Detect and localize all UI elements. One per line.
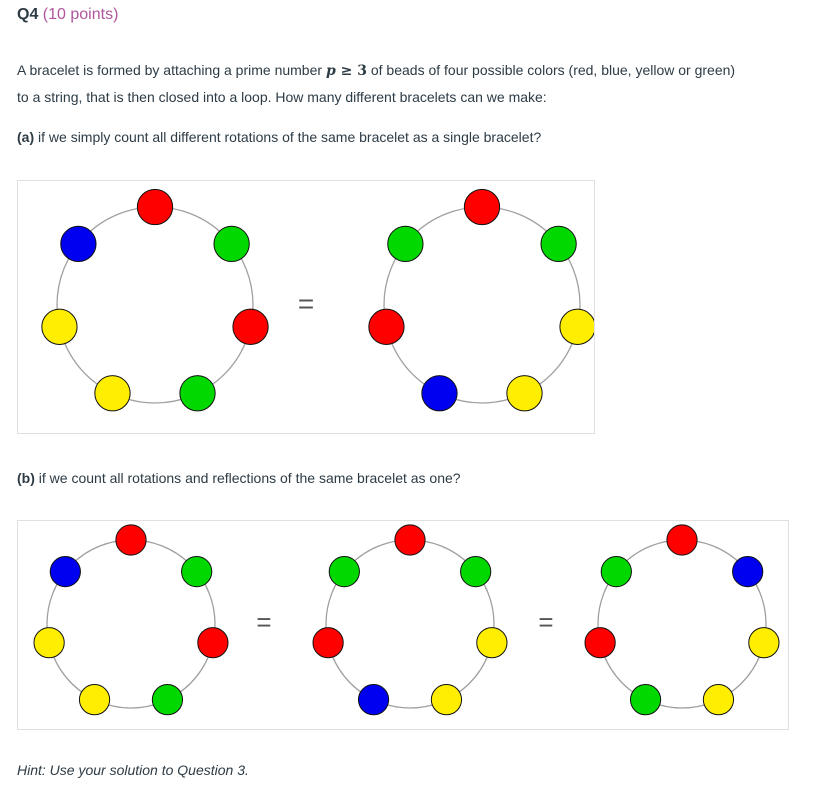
intro-text-2: of beads of four possible colors (red, blue, yellow or green) [366, 62, 736, 78]
yellow-bead [749, 628, 779, 658]
math-variable: p [325, 63, 336, 79]
math-expression [326, 63, 367, 79]
bracelet-b2 [313, 525, 507, 715]
question-points: (10 points) [42, 6, 119, 23]
bracelet-b3 [585, 525, 779, 715]
part-a-text: if we simply count all different rotations of the same bracelet as a single bracelet? [34, 129, 542, 145]
bracelet-a1 [42, 189, 268, 411]
red-bead [137, 189, 172, 224]
yellow-bead [703, 685, 733, 715]
green-bead [541, 226, 576, 261]
blue-bead [50, 557, 80, 587]
green-bead [182, 557, 212, 587]
yellow-bead [95, 376, 130, 411]
part-b-label: (b) [17, 470, 35, 486]
red-bead [233, 309, 268, 344]
yellow-bead [477, 628, 507, 658]
blue-bead [61, 226, 96, 261]
figure-a-canvas [18, 181, 594, 433]
red-bead [464, 189, 499, 224]
green-bead [329, 557, 359, 587]
bracelet-b1 [34, 525, 228, 715]
equals-sign: = [297, 288, 315, 319]
green-bead [461, 557, 491, 587]
yellow-bead [560, 309, 594, 344]
green-bead [214, 226, 249, 261]
equals-sign: = [538, 607, 554, 637]
question-title [17, 6, 118, 24]
intro-text-1: A bracelet is formed by attaching a prime number [17, 62, 326, 78]
red-bead [667, 525, 697, 555]
green-bead [388, 226, 423, 261]
part-b-question [17, 465, 807, 491]
red-bead [369, 309, 404, 344]
green-bead [601, 557, 631, 587]
question-intro [17, 57, 807, 110]
intro-text-3: to a string, that is then closed into a loop. How many different bracelets can we make: [17, 89, 547, 105]
red-bead [585, 628, 615, 658]
green-bead [180, 376, 215, 411]
green-bead [630, 685, 660, 715]
hint-text: Hint: Use your solution to Question 3. [17, 762, 249, 778]
figure-b [17, 520, 789, 730]
figure-b-canvas [18, 521, 788, 729]
red-bead [313, 628, 343, 658]
yellow-bead [507, 376, 542, 411]
equals-sign: = [256, 607, 272, 637]
math-operator: ≥ 3 [335, 63, 367, 79]
part-a-question [17, 124, 807, 150]
red-bead [116, 525, 146, 555]
part-b-text: if we count all rotations and reflections of the same bracelet as one? [34, 470, 461, 486]
yellow-bead [34, 628, 64, 658]
figure-a [17, 180, 595, 434]
red-bead [395, 525, 425, 555]
yellow-bead [79, 685, 109, 715]
red-bead [198, 628, 228, 658]
bracelet-a2 [369, 189, 594, 411]
blue-bead [358, 685, 388, 715]
yellow-bead [42, 309, 77, 344]
blue-bead [733, 557, 763, 587]
question-number: Q4 [17, 6, 39, 23]
yellow-bead [431, 685, 461, 715]
part-a-label: (a) [17, 129, 35, 145]
blue-bead [422, 376, 457, 411]
green-bead [152, 685, 182, 715]
